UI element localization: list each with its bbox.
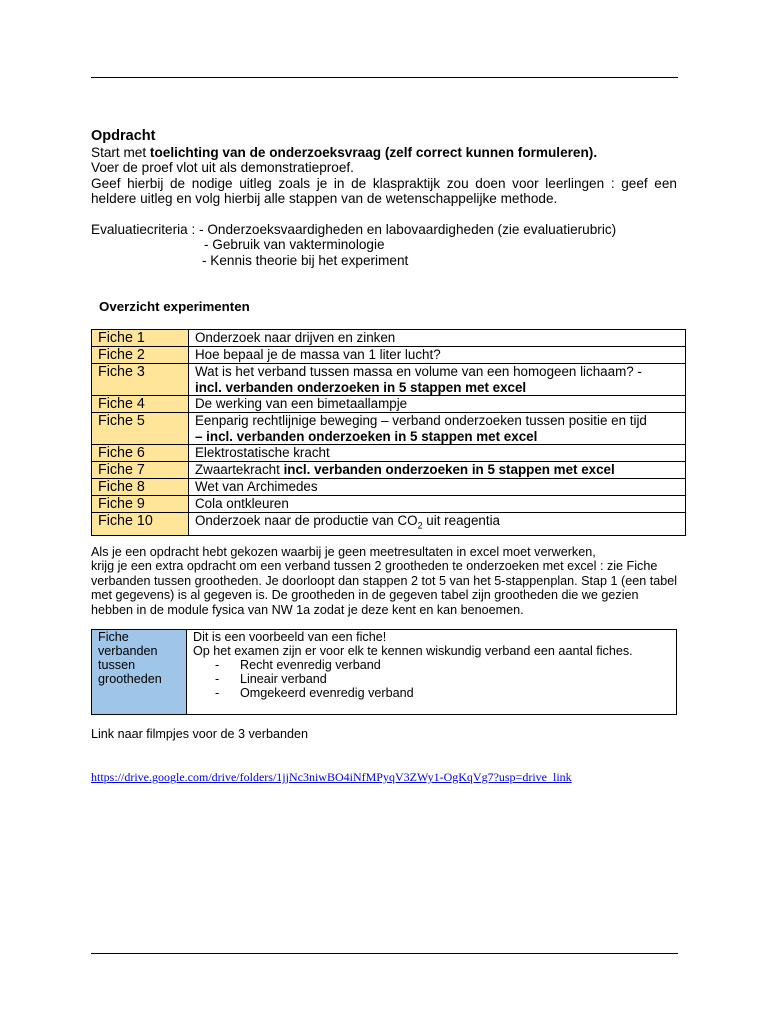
fiche-example-body [187, 630, 677, 715]
experiment-description [189, 513, 686, 535]
relationship-list [193, 658, 670, 700]
table-row [92, 330, 686, 347]
experiment-text: Zwaartekracht [195, 462, 284, 478]
list-dash: - [215, 686, 220, 700]
experiment-text: De werking van een bimetaallampje [195, 396, 408, 412]
drive-link[interactable]: https://drive.google.com/drive/folders/1jjNc3niwBO4iNfMPyqV3ZWy1-OgKqVg7?usp=drive_link [91, 770, 572, 784]
evaluation-criteria [91, 222, 616, 268]
intro-line-2: Voer de proef vlot uit als demonstratieproef. [91, 160, 354, 176]
experiment-description [189, 330, 686, 347]
note-rest: krijg je een extra opdracht om een verband tussen 2 grootheden te onderzoeken met excel : zie Fiche verbanden tussen grootheden. Je doorloopt dan stappen 2 tot 5 van het 5-stappenplan. Stap 1 (een tabel met gegevens) is al gegeven is. De grootheden in de gegeven tabel zijn grootheden die we gezien hebben in de module fysica van NW 1a zodat je deze kent en kan benoemen. [91, 559, 678, 617]
table-row [92, 462, 686, 479]
experiment-description [189, 496, 686, 513]
video-link-label: Link naar filmpjes voor de 3 verbanden [91, 727, 309, 741]
experiment-description [189, 479, 686, 496]
fiche-number: Fiche 2 [92, 347, 189, 364]
experiment-description [189, 347, 686, 364]
table-row [92, 347, 686, 364]
experiment-description [189, 462, 686, 479]
fiche-example-row [92, 630, 677, 715]
experiment-description [189, 413, 686, 445]
list-item [193, 658, 670, 672]
experiment-text: Onderzoek naar de productie van CO [195, 513, 418, 529]
list-item [193, 672, 670, 686]
section-heading: Opdracht [91, 128, 156, 144]
table-row [92, 479, 686, 496]
fiche-example-label: Fiche verbanden tussen grootheden [92, 630, 187, 715]
fiche-number: Fiche 10 [92, 513, 189, 535]
footer-rule [91, 953, 678, 954]
list-item-text: Omgekeerd evenredig verband [240, 686, 414, 700]
intro-line-1-bold: toelichting van de onderzoeksvraag (zelf correct kunnen formuleren). [149, 145, 598, 160]
experiment-text-after: uit reagentia [422, 513, 500, 529]
experiment-description [189, 396, 686, 413]
list-item-text: Recht evenredig verband [240, 658, 381, 672]
header-rule [91, 77, 678, 78]
table-row [92, 413, 686, 445]
fiche-number: Fiche 6 [92, 445, 189, 462]
criteria-line-2: - Gebruik van vakterminologie [204, 237, 385, 253]
fiche-number: Fiche 3 [92, 364, 189, 396]
criteria-line-3: - Kennis theorie bij het experiment [202, 252, 409, 268]
list-item [193, 686, 670, 700]
intro-line-1-prefix: Start met [91, 145, 150, 160]
experiment-text: Wet van Archimedes [195, 479, 318, 495]
assignment-intro [91, 145, 677, 206]
fiche-number: Fiche 9 [92, 496, 189, 513]
experiment-bold-note: – incl. verbanden onderzoeken in 5 stappen met excel [195, 428, 538, 444]
fiche-example-table [91, 629, 677, 715]
intro-line-1 [91, 145, 677, 160]
list-dash: - [215, 658, 220, 672]
fiche-number: Fiche 8 [92, 479, 189, 496]
fiche-number: Fiche 5 [92, 413, 189, 445]
table-row [92, 396, 686, 413]
experiment-description [189, 364, 686, 396]
fiche-number: Fiche 1 [92, 330, 189, 347]
extra-assignment-note [91, 545, 681, 617]
experiment-bold-note: incl. verbanden onderzoeken in 5 stappen met excel [195, 379, 527, 395]
list-item-text: Lineair verband [240, 672, 327, 686]
fiche-number: Fiche 4 [92, 396, 189, 413]
intro-line-3: Geef hierbij de nodige uitleg zoals je in de klaspraktijk zou doen voor leerlingen : geef een heldere uitleg en volg hierbij alle stappen van de wetenschappelijke methode. [91, 175, 677, 206]
experiment-text: Wat is het verband tussen massa en volume van een homogeen lichaam? - [195, 364, 642, 379]
table-row [92, 364, 686, 396]
subscript: 2 [417, 521, 423, 532]
table-row [92, 445, 686, 462]
fiche-number: Fiche 7 [92, 462, 189, 479]
experiment-text: Hoe bepaal je de massa van 1 liter lucht? [195, 347, 441, 362]
experiment-text: Onderzoek naar drijven en zinken [195, 330, 396, 345]
table-row [92, 513, 686, 535]
table-row [92, 496, 686, 513]
fiche-example-line-1: Dit is een voorbeeld van een fiche! [193, 630, 387, 644]
overview-title: Overzicht experimenten [99, 299, 250, 314]
criteria-line-1: Evaluatiecriteria : - Onderzoeksvaardigheden en labovaardigheden (zie evaluatierubric) [91, 222, 617, 237]
experiments-table [91, 329, 686, 536]
experiment-text: Cola ontkleuren [195, 496, 289, 512]
experiment-bold-note: incl. verbanden onderzoeken in 5 stappen met excel [283, 462, 615, 478]
list-dash: - [215, 672, 220, 686]
fiche-example-line-2: Op het examen zijn er voor elk te kennen wiskundig verband een aantal fiches. [193, 644, 633, 658]
experiment-text: Elektrostatische kracht [195, 445, 330, 461]
note-line-1: Als je een opdracht hebt gekozen waarbij je geen meetresultaten in excel moet verwerken, [91, 545, 596, 559]
experiment-description [189, 445, 686, 462]
experiment-text: Eenparig rechtlijnige beweging – verband onderzoeken tussen positie en tijd [195, 413, 647, 429]
